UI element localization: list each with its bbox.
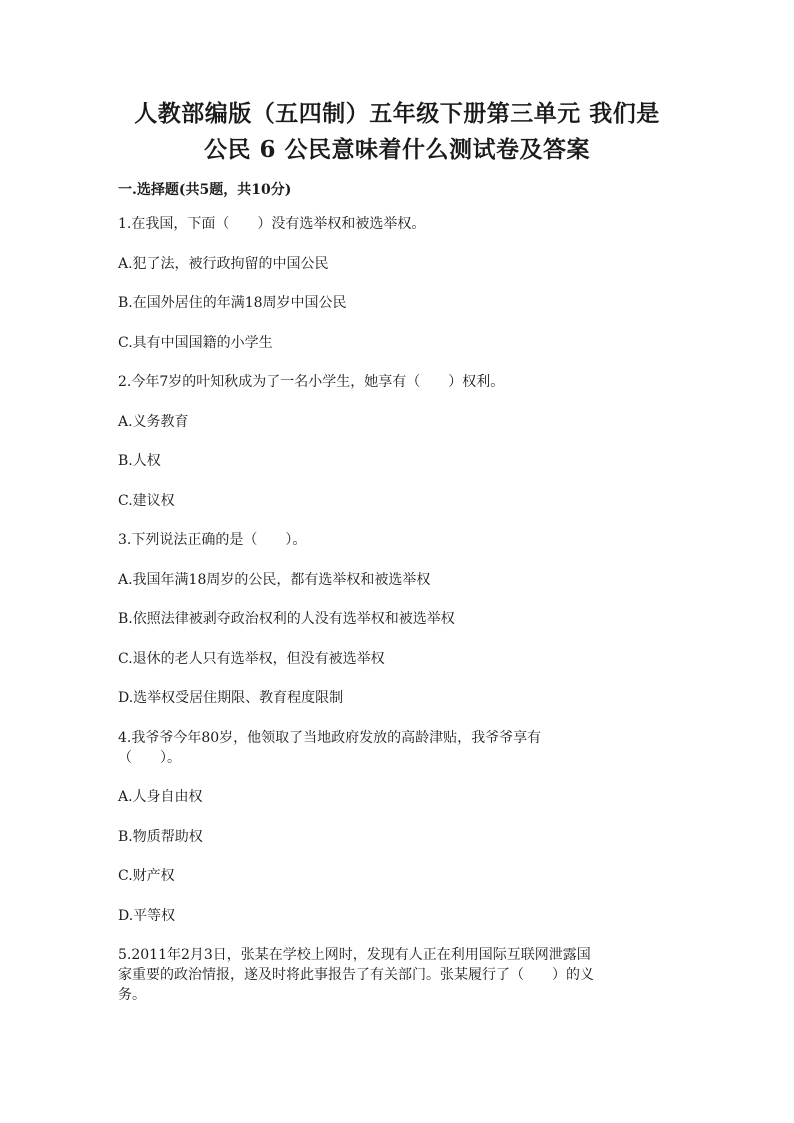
question-5-stem-line-3: 务。 — [118, 987, 146, 1003]
question-1-option-a: A.犯了法，被行政拘留的中国公民 — [118, 255, 329, 272]
question-4-option-a: A.人身自由权 — [118, 789, 203, 805]
question-1-option-c: C.具有中国国籍的小学生 — [118, 334, 273, 351]
section-heading: 一.选择题(共5题，共10分) — [118, 182, 292, 198]
question-3-option-a: A.我国年满18周岁的公民，都有选举权和被选举权 — [118, 571, 431, 588]
question-2-option-b: B.人权 — [118, 453, 161, 469]
title-line-2: 公民 6 公民意味着什么测试卷及答案 — [203, 136, 591, 163]
question-2-option-c: C.建议权 — [118, 492, 175, 509]
question-1-option-b: B.在国外居住的年满18周岁中国公民 — [118, 295, 347, 311]
question-4-option-b: B.物质帮助权 — [118, 828, 203, 845]
question-3-option-d: D.选举权受居住期限、教育程度限制 — [118, 690, 344, 706]
question-3-option-c: C.退休的老人只有选举权，但没有被选举权 — [118, 650, 385, 667]
question-5-stem-line-1: 5.2011年2月3日，张某在学校上网时，发现有人正在利用国际互联网泄露国 — [118, 947, 591, 963]
question-1-stem: 1.在我国，下面（ ）没有选举权和被选举权。 — [118, 216, 426, 232]
question-3-stem: 3.下列说法正确的是（ ）。 — [118, 532, 307, 548]
title-line-1: 人教部编版（五四制）五年级下册第三单元 我们是 — [134, 100, 660, 127]
question-4-option-d: D.平等权 — [118, 907, 176, 924]
question-2-option-a: A.义务教育 — [118, 413, 189, 430]
question-3-option-b: B.依照法律被剥夺政治权利的人没有选举权和被选举权 — [118, 611, 455, 627]
question-4-stem-line-2: （ ）。 — [118, 749, 181, 766]
question-2-stem: 2.今年7岁的叶知秋成为了一名小学生，她享有（ ）权利。 — [118, 374, 505, 390]
question-4-stem-line-1: 4.我爷爷今年80岁，他领取了当地政府发放的高龄津贴，我爷爷享有 — [118, 729, 542, 746]
question-4-option-c: C.财产权 — [118, 868, 175, 884]
document-title — [118, 96, 676, 168]
question-5-stem-line-2: 家重要的政治情报，遂及时将此事报告了有关部门。张某履行了（ ）的义 — [118, 967, 594, 983]
